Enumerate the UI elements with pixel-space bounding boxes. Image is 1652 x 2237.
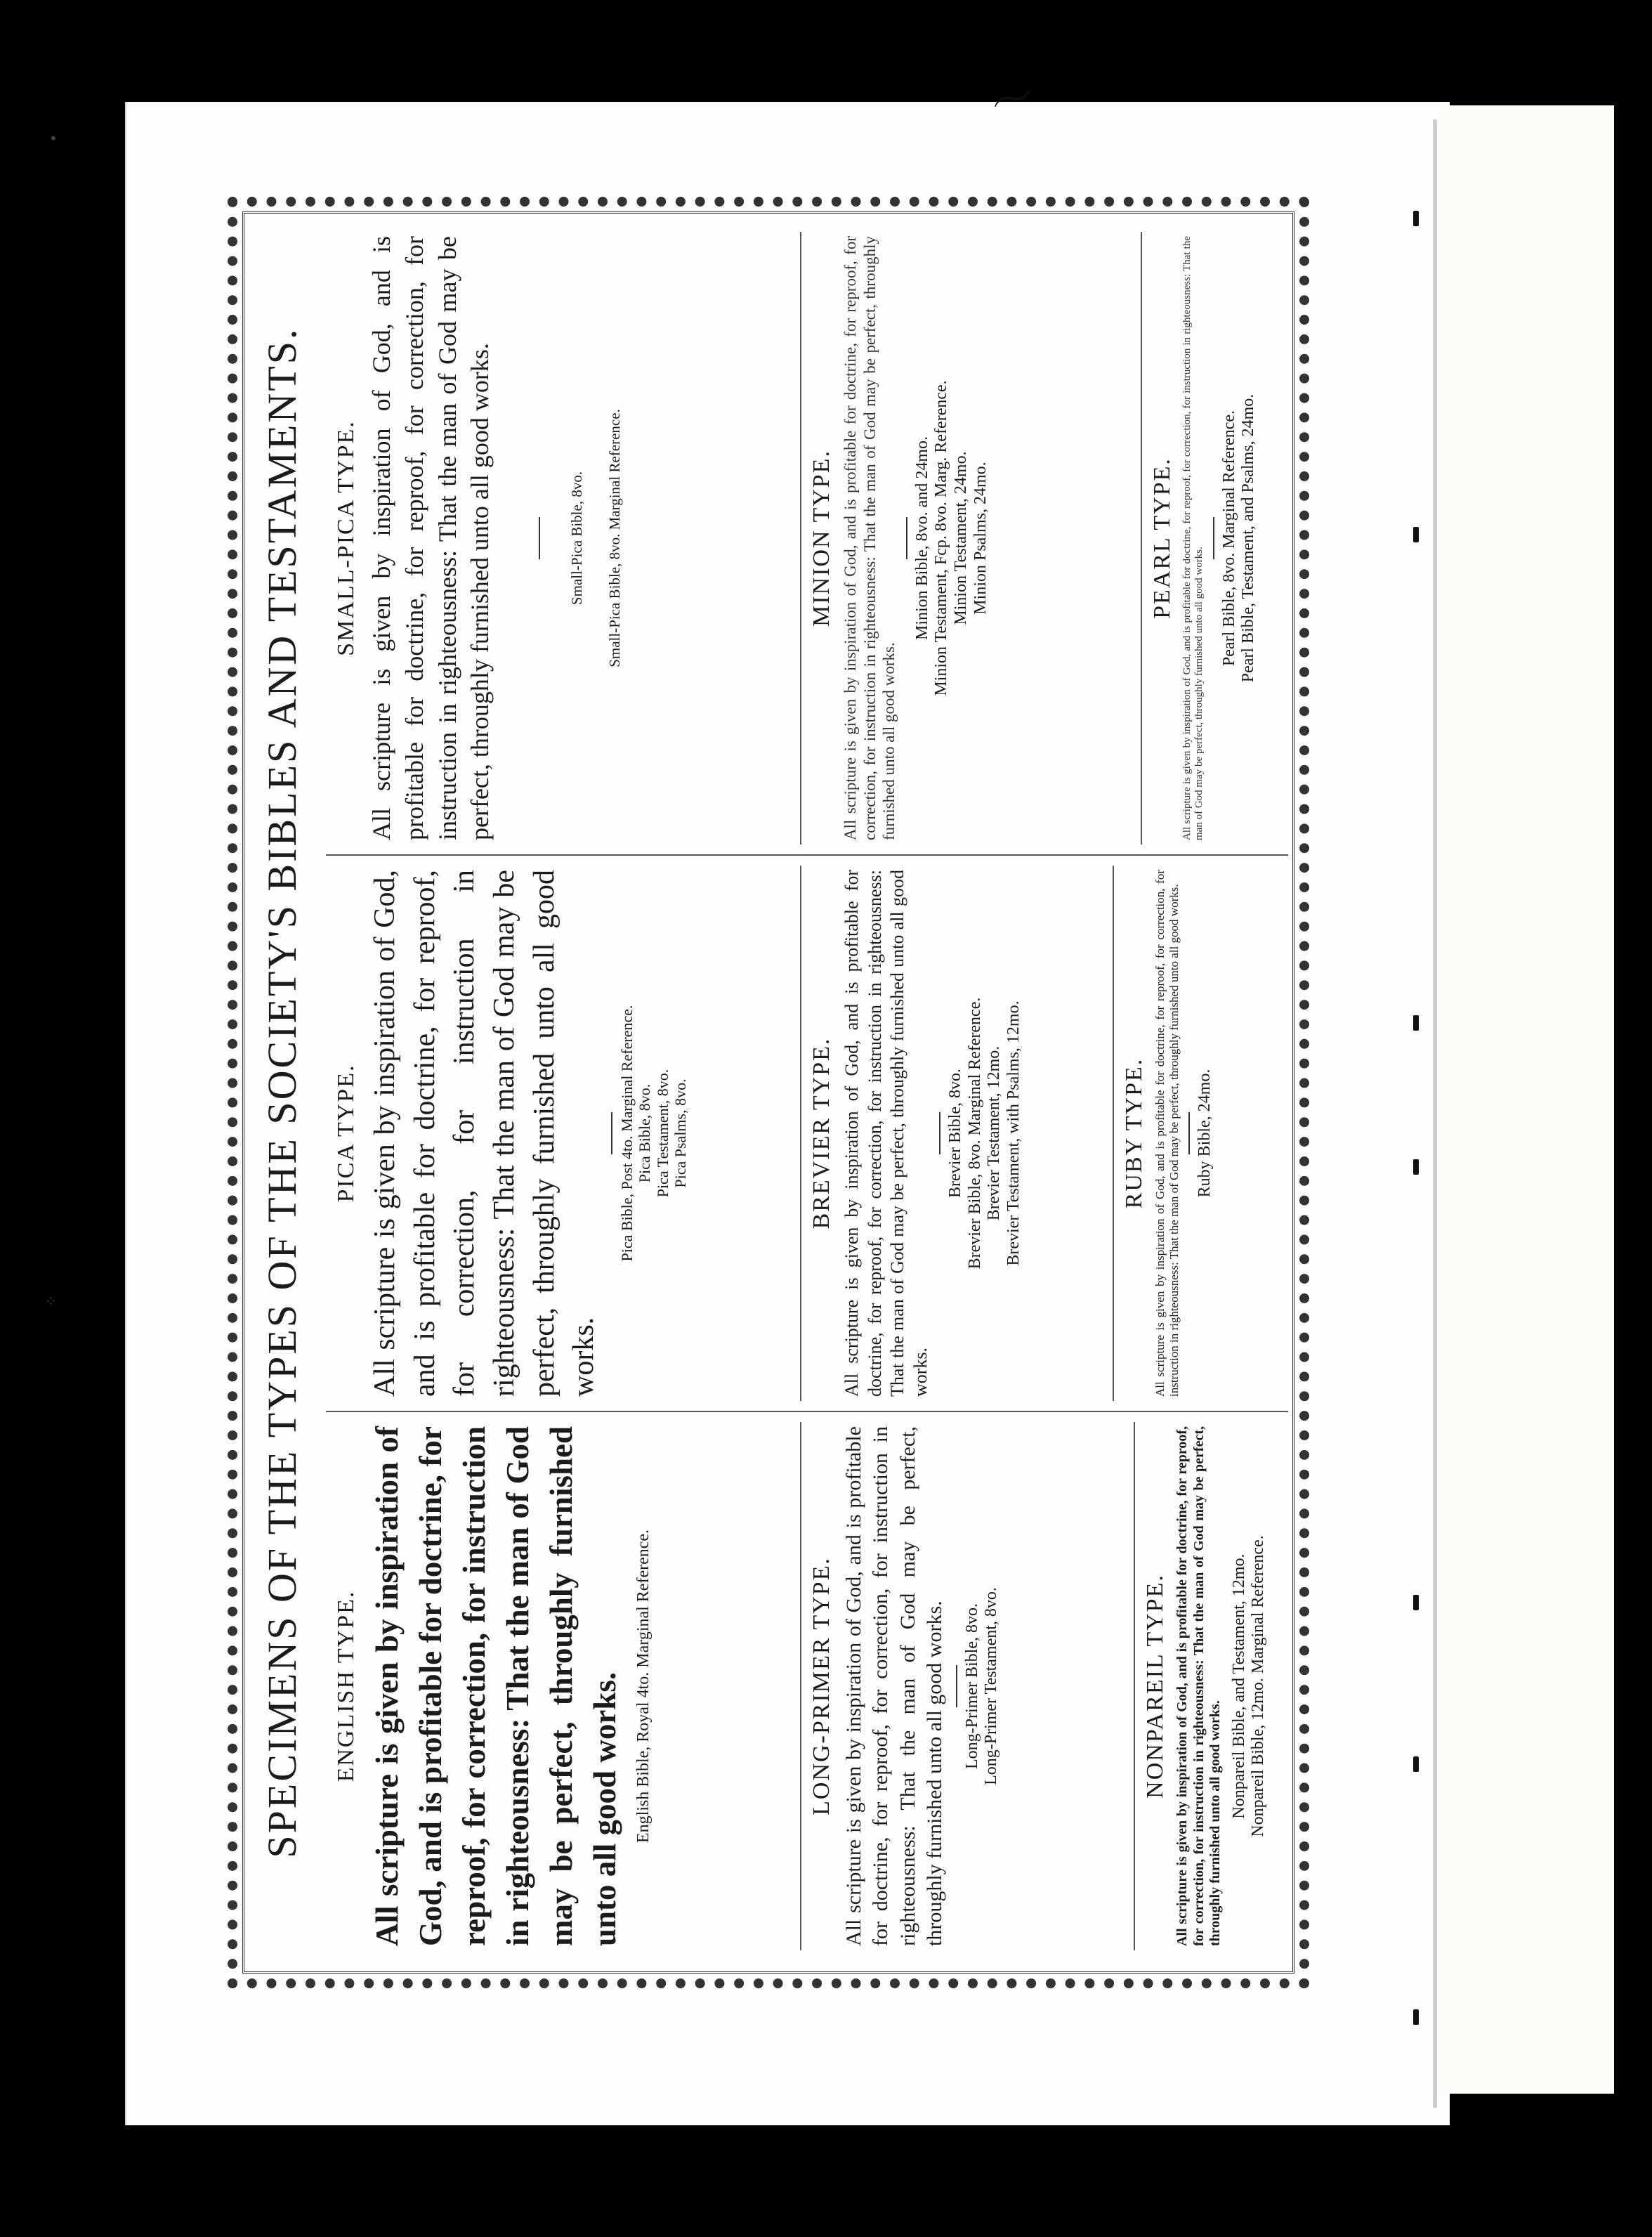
edition-line: Minion Bible, 8vo. and 24mo.: [912, 436, 931, 640]
divider-rule: [906, 517, 907, 559]
divider-rule: [1213, 517, 1214, 559]
specimen-sheet: [228, 197, 1309, 1988]
specimen-text: All scripture is given by inspiration of God, and is profitable for doctrine, for reproof, for correction, for instruction in righteousness: That the man of God may be perfect, throughly furnished unto all good works.: [1153, 870, 1181, 1397]
scan-artifact-mark: 〜: [984, 70, 1041, 131]
edition-line: Minion Testament, Fcp. 8vo. Marg. Reference.: [932, 380, 951, 696]
specimen-text: All scripture is given by inspiration of God, and is profitable for doctrine, for reproof, for correction, for instruction in righteousness: That the man of God may be perfect, throughly furnished unto all good works.: [841, 870, 931, 1397]
scan-speck: •: [49, 130, 58, 147]
registration-mark: [1413, 1159, 1419, 1175]
registration-mark: [1413, 2009, 1419, 2025]
registration-mark: [1413, 211, 1419, 226]
divider-rule: [956, 1665, 957, 1707]
edition-line: Nonpareil Bible, and Testament, 12mo.: [1229, 1553, 1248, 1819]
long-primer-type-section: [800, 1422, 1125, 1950]
edition-line: Pica Bible, 8vo.: [636, 1083, 654, 1183]
divider-rule: [939, 1112, 940, 1154]
edition-line: Small-Pica Bible, 8vo. Marginal Reference.: [606, 409, 624, 667]
edition-line: Long-Primer Bible, 8vo.: [962, 1603, 981, 1769]
edition-line: Pearl Bible, Testament, and Psalms, 24mo.: [1239, 393, 1258, 683]
edition-line: Brevier Bible, 8vo.: [946, 1069, 964, 1198]
section-heading: NONPAREIL TYPE.: [1142, 1574, 1168, 1799]
section-heading: SMALL-PICA TYPE.: [333, 420, 359, 656]
edition-line: Pearl Bible, 8vo. Marginal Reference.: [1219, 410, 1238, 667]
edition-line: English Bible, Royal 4to. Marginal Reference.: [634, 1529, 653, 1844]
small-pica-type-section: [326, 232, 789, 844]
registration-mark: [1413, 1015, 1419, 1031]
section-heading: PICA TYPE.: [333, 1064, 359, 1203]
minion-type-section: [800, 232, 1132, 844]
edition-line: Brevier Testament, with Psalms, 12mo.: [1004, 1000, 1023, 1266]
column-left: [326, 1411, 1288, 1960]
edition-line: Pica Testament, 8vo.: [653, 1069, 671, 1198]
specimen-text: All scripture is given by inspiration of God, and is profitable for doctrine, for reproof, for correction, for instruction in righteousness: That the man of God may be perfect, throughly furnished unto all good works.: [841, 236, 898, 840]
specimen-text: All scripture is given by inspiration of God, and is profitable for doctrine, for reproof, for correction, for instruction in righteousness: That the man of God may be perfect, throughly furnished unto all good works.: [367, 236, 494, 840]
facing-page-edge: [1438, 105, 1614, 2094]
edition-line: Pica Psalms, 8vo.: [671, 1078, 690, 1188]
page-gutter: [1433, 119, 1437, 2108]
edition-line: Brevier Bible, 8vo. Marginal Reference.: [965, 997, 984, 1270]
nonpareil-type-section: [1134, 1422, 1290, 1950]
section-heading: PEARL TYPE.: [1149, 457, 1175, 619]
pearl-type-section: [1141, 232, 1290, 844]
section-heading: RUBY TYPE.: [1121, 1057, 1147, 1209]
divider-rule: [1188, 1112, 1190, 1154]
specimen-text: All scripture is given by inspiration of God, and is profitable for doctrine, for reproof, for correction, for instruction in righteousness: That the man of God may be perfect, throughly furnished unto all good works.: [369, 1426, 623, 1946]
registration-mark: [1413, 1756, 1419, 1772]
edition-line: Minion Psalms, 24mo.: [971, 462, 990, 615]
pica-type-section: [326, 866, 789, 1401]
brevier-type-section: [800, 866, 1103, 1401]
edition-line: Minion Testament, 24mo.: [951, 451, 970, 625]
specimen-text: All scripture is given by inspiration of God, and is profitable for doctrine, for reproof, for correction, for instruction in righteousness: That the man of God may be perfect, throughly furnished unto all good works.: [369, 870, 601, 1397]
sheet-title: SPECIMENS OF THE TYPES OF THE SOCIETY'S BIBLES AND TESTAMENTS.: [259, 327, 305, 1858]
divider-rule: [611, 1112, 612, 1154]
section-heading: LONG-PRIMER TYPE.: [808, 1557, 834, 1815]
english-type-section: [326, 1422, 789, 1950]
edition-line: Pica Bible, Post 4to. Marginal Reference.: [618, 1005, 636, 1262]
section-heading: BREVIER TYPE.: [808, 1037, 834, 1230]
section-heading: ENGLISH TYPE.: [333, 1590, 359, 1782]
specimen-text: All scripture is given by inspiration of God, and is profitable for doctrine, for reproof, for correction, for instruction in righteousness: That the man of God may be perfect, throughly furnished unto all good works.: [1174, 1426, 1224, 1946]
column-middle: [326, 854, 1288, 1411]
edition-line: Long-Primer Testament, 8vo.: [982, 1587, 1001, 1785]
registration-mark: [1413, 1595, 1419, 1610]
divider-rule: [539, 517, 540, 559]
specimen-text: All scripture is given by inspiration of God, and is profitable for doctrine, for reproof, for correction, for instruction in righteousness: That the man of God may be perfect, throughly furnished unto all good works.: [842, 1426, 947, 1946]
edition-line: Ruby Bible, 24mo.: [1195, 1069, 1214, 1198]
column-right: [326, 222, 1288, 854]
registration-mark: [1413, 527, 1419, 542]
edition-line: Small-Pica Bible, 8vo.: [568, 471, 586, 606]
section-heading: MINION TYPE.: [808, 450, 834, 627]
edition-line: Brevier Testament, 12mo.: [985, 1045, 1004, 1221]
specimen-text: All scripture is given by inspiration of God, and is profitable for doctrine, for reproof, for correction, for instruction in righteousness: That the man of God may be perfect, throughly furnished unto all good works.: [1181, 236, 1205, 840]
edition-line: Nonpareil Bible, 12mo. Marginal Reference.: [1249, 1535, 1268, 1837]
ruby-type-section: [1113, 866, 1290, 1401]
scan-speck: ⁘: [45, 1293, 57, 1310]
